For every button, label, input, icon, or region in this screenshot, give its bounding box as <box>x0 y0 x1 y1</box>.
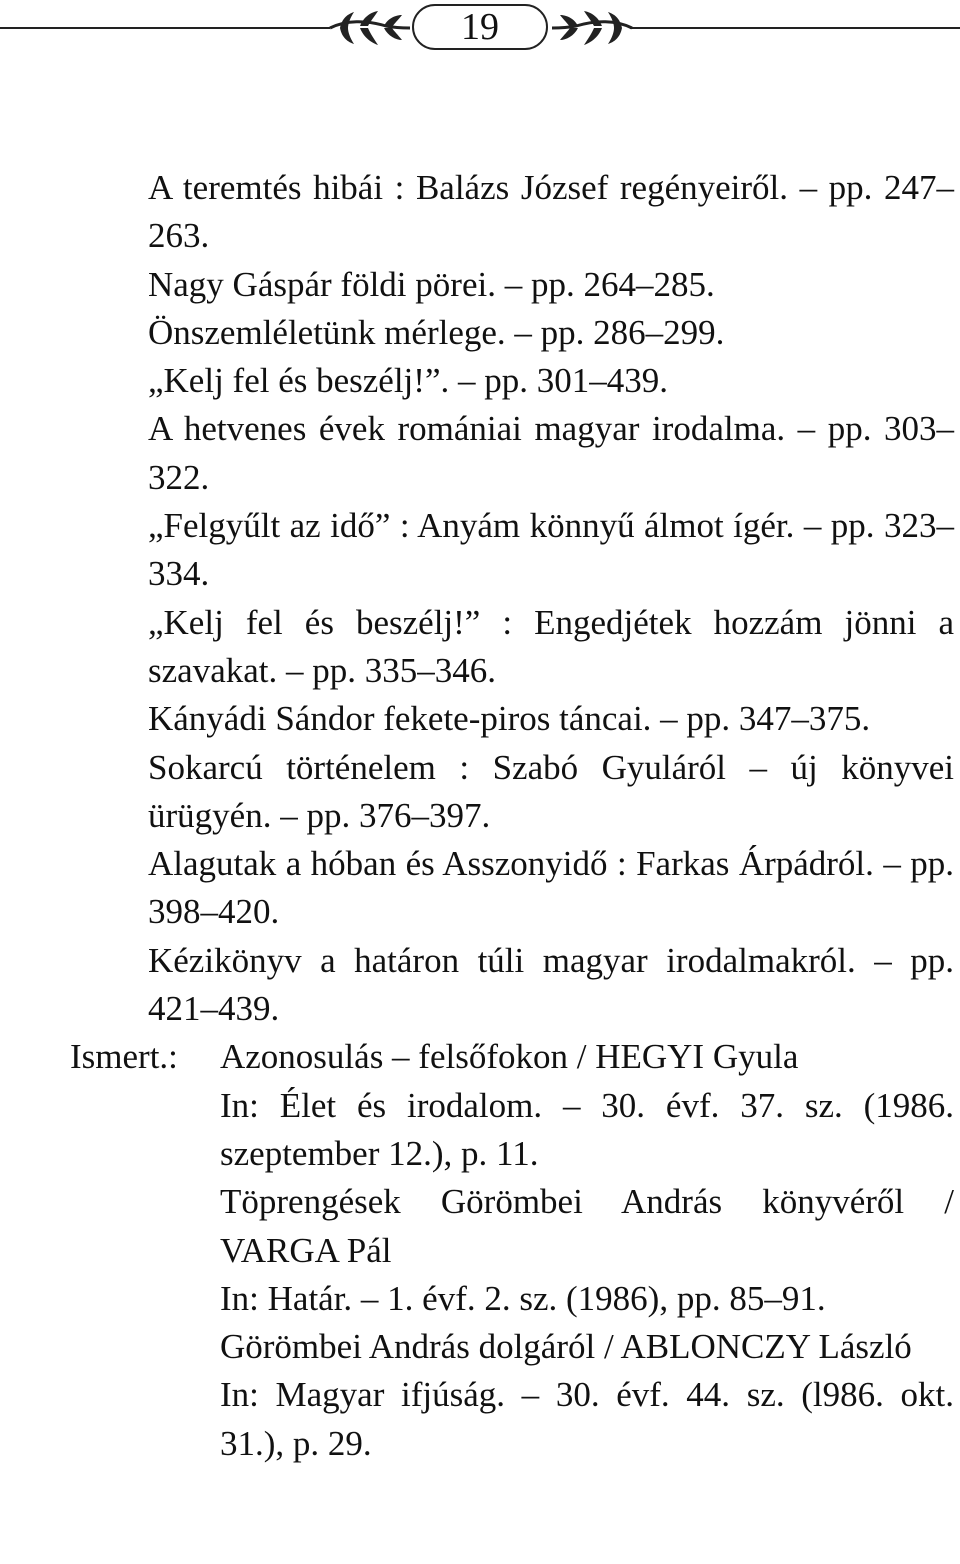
reviews-section <box>70 1033 954 1468</box>
header-rule-right <box>630 27 960 29</box>
entry-11: Kézikönyv a határon túli magyar irodalmakról. – pp. 421–439. <box>148 940 954 1029</box>
ornament-left-icon <box>326 6 414 50</box>
page-header <box>0 0 960 64</box>
review-title-1: Azonosulás – felsőfokon / HEGYI Gyula <box>220 1037 799 1077</box>
review-source-3: In: Magyar ifjúság. – 30. évf. 44. sz. (l986. okt. 31.), p. 29. <box>220 1375 954 1463</box>
page-number: 19 <box>412 4 548 50</box>
review-title-2: Töprengések Görömbei András könyvéről / VARGA Pál <box>220 1182 954 1270</box>
bibliography-list <box>70 164 954 1468</box>
header-rule-left <box>0 27 330 29</box>
reviews-label: Ismert.: <box>70 1037 178 1077</box>
ornament-right-icon <box>548 6 636 50</box>
entry-8: Kányádi Sándor fekete-piros táncai. – pp. 347–375. <box>148 699 871 739</box>
review-source-2: In: Határ. – 1. évf. 2. sz. (1986), pp. 85–91. <box>220 1278 826 1318</box>
entry-1: A teremtés hibái : Balázs József regényeiről. – pp. 247–263. <box>148 168 954 256</box>
entry-10: Alagutak a hóban és Asszonyidő : Farkas Árpádról. – pp. 398–420. <box>148 844 954 932</box>
entry-7: „Kelj fel és beszélj!” : Engedjétek hozzám jönni a szavakat. – pp. 335–346. <box>148 602 954 690</box>
entry-6: „Felgyűlt az idő” : Anyám könnyű álmot ígér. – pp. 323–334. <box>148 506 954 594</box>
entry-2: Nagy Gáspár földi pörei. – pp. 264–285. <box>148 264 715 304</box>
entry-4: „Kelj fel és beszélj!”. – pp. 301–439. <box>148 361 668 401</box>
review-title-3: Görömbei András dolgáról / ABLONCZY László <box>220 1327 912 1367</box>
entry-9: Sokarcú történelem : Szabó Gyuláról – új könyvei ürügyén. – pp. 376–397. <box>148 747 954 835</box>
entry-5: A hetvenes évek romániai magyar irodalma. – pp. 303–322. <box>148 409 954 497</box>
entry-3: Önszemléletünk mérlege. – pp. 286–299. <box>148 312 725 352</box>
review-source-1: In: Élet és irodalom. – 30. évf. 37. sz. (1986. szeptember 12.), p. 11. <box>220 1085 954 1173</box>
